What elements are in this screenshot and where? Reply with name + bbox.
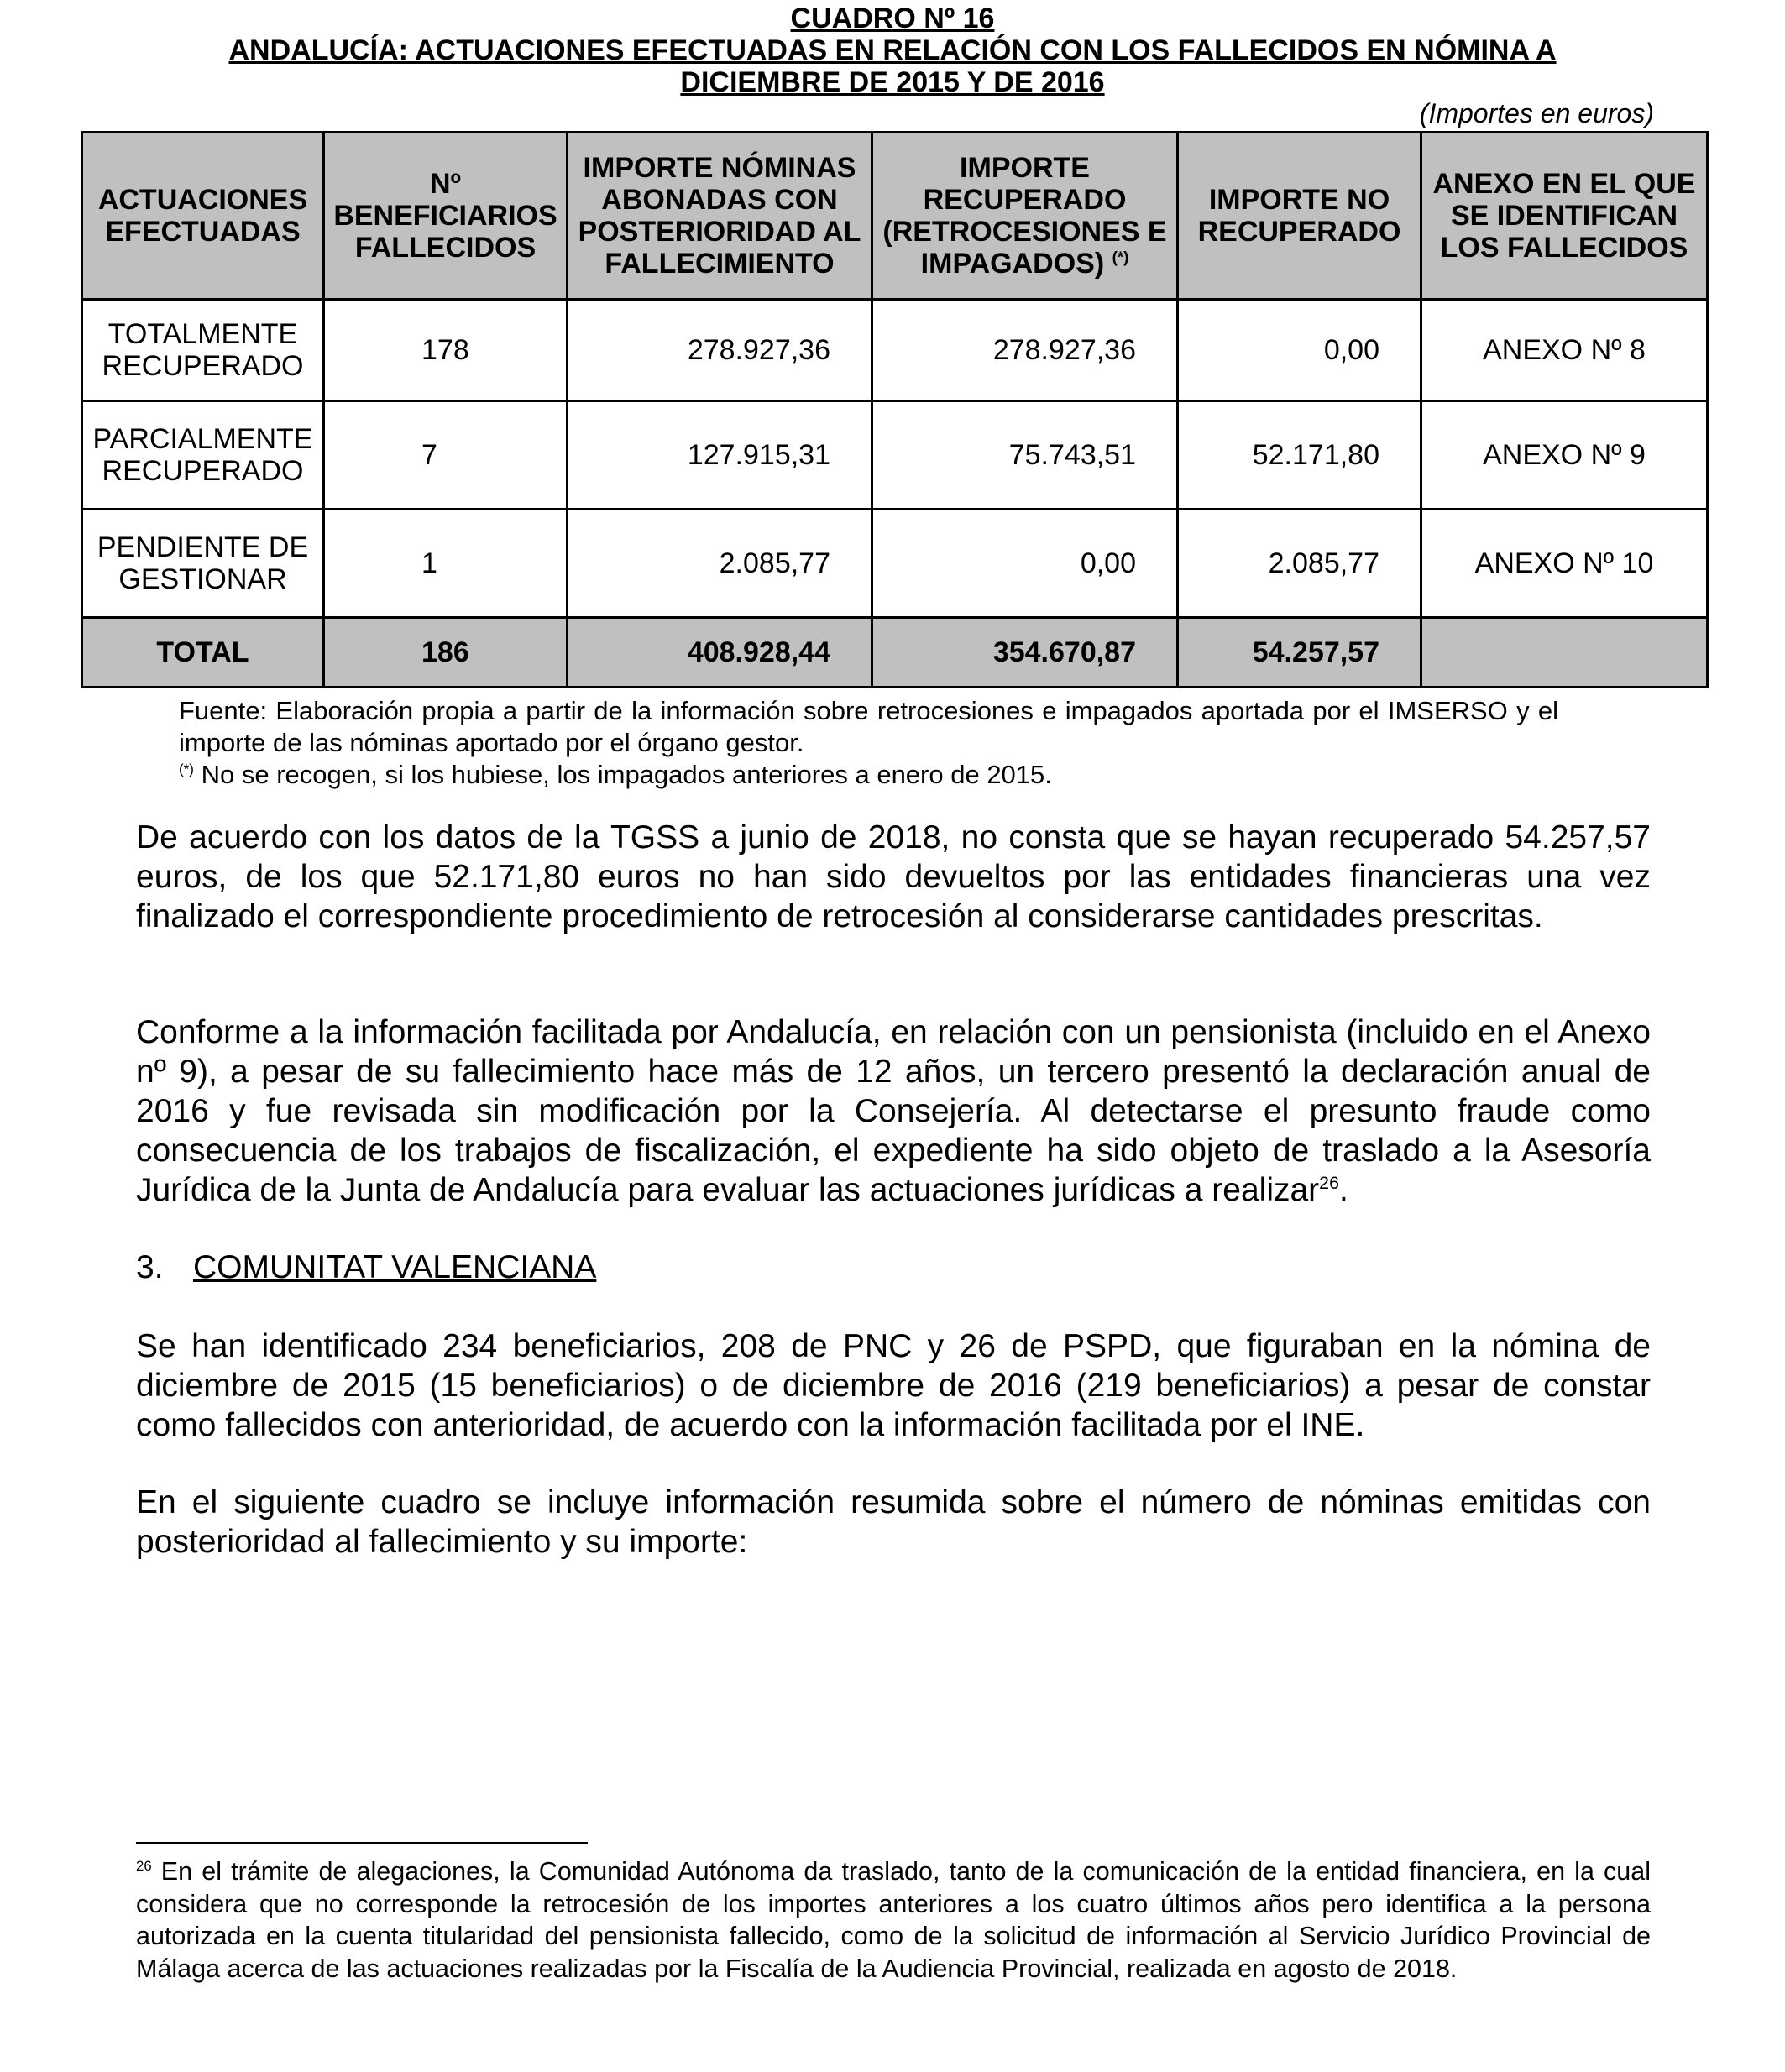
table-row — [82, 300, 1708, 401]
header-beneficiarios: Nº BENEFICIARIOS FALLECIDOS — [324, 133, 568, 300]
paragraph-4: En el siguiente cuadro se incluye información resumida sobre el número de nóminas emitidas con posterioridad al fallecimiento y su importe: — [136, 1484, 1651, 1560]
cell-anexo: ANEXO Nº 10 — [1421, 510, 1708, 618]
header-importe-recuperado-text: IMPORTE RECUPERADO (RETROCESIONES E IMPAGADOS) — [882, 152, 1167, 280]
total-beneficiarios: 186 — [324, 618, 568, 688]
cell-beneficiarios: 1 — [324, 510, 568, 618]
cell-importe-nominas: 127.915,31 — [568, 401, 872, 510]
cell-importe-no-recuperado: 52.171,80 — [1178, 401, 1421, 510]
header-importe-nominas: IMPORTE NÓMINAS ABONADAS CON POSTERIORIDAD AL FALLECIMIENTO — [568, 133, 872, 300]
table-title-line1 — [0, 34, 1785, 67]
table-number — [0, 2, 1785, 35]
cell-anexo: ANEXO Nº 8 — [1421, 300, 1708, 401]
asterisk-note-text: No se recogen, si los hubiese, los impagados anteriores a enero de 2015. — [193, 760, 1052, 789]
cell-beneficiarios: 7 — [324, 401, 568, 510]
row-label: PARCIALMENTE RECUPERADO — [82, 401, 324, 510]
total-importe-recuperado: 354.670,87 — [872, 618, 1178, 688]
footnote-26 — [136, 1855, 1651, 1985]
paragraph-3: Se han identificado 234 beneficiarios, 208 de PNC y 26 de PSPD, que figuraban en la nómina de diciembre de 2015 (15 beneficiarios) o de diciembre de 2016 (219 beneficiarios) a pesar de constar como fallecidos con anterioridad, de acuerdo con la información facilitada por el INE. — [136, 1328, 1651, 1443]
footnote-divider — [136, 1842, 588, 1844]
cell-importe-recuperado: 75.743,51 — [872, 401, 1178, 510]
table-number-text: CUADRO Nº 16 — [790, 3, 995, 34]
footnote-number: 26 — [136, 1857, 152, 1874]
cell-anexo: ANEXO Nº 9 — [1421, 401, 1708, 510]
units-note: (Importes en euros) — [1419, 98, 1654, 128]
paragraph-2-text: Conforme a la información facilitada por Andalucía, en relación con un pensionista (incluido en el Anexo nº 9), a pesar de su fallecimiento hace más de 12 años, un tercero presentó la declaración anual de 2016 y fue revisada sin modificación por la Consejería. Al detectarse el presunto fraude como consecuencia de los trabajos de fiscalización, el expediente ha sido objeto de traslado a la Asesoría Jurídica de la Junta de Andalucía para evaluar las actuaciones jurídicas a realizar — [136, 1014, 1651, 1208]
paragraph-2-end: . — [1339, 1172, 1348, 1208]
cell-importe-nominas: 278.927,36 — [568, 300, 872, 401]
asterisk-note-mark: (*) — [179, 761, 194, 777]
table-total-row — [82, 618, 1708, 688]
table-title-line2 — [0, 65, 1785, 99]
cell-importe-recuperado: 0,00 — [872, 510, 1178, 618]
header-actuaciones: ACTUACIONES EFECTUADAS — [82, 133, 324, 300]
cell-beneficiarios: 178 — [324, 300, 568, 401]
header-importe-recuperado — [872, 133, 1178, 300]
actuaciones-table — [81, 131, 1709, 688]
section-heading — [136, 1248, 596, 1287]
footnote-ref-26[interactable]: 26 — [1319, 1173, 1340, 1193]
cell-importe-no-recuperado: 0,00 — [1178, 300, 1421, 401]
total-importe-no-recuperado: 54.257,57 — [1178, 618, 1421, 688]
table-row — [82, 510, 1708, 618]
total-importe-nominas: 408.928,44 — [568, 618, 872, 688]
row-label: TOTALMENTE RECUPERADO — [82, 300, 324, 401]
table-title-line2-text: DICIEMBRE DE 2015 Y DE 2016 — [680, 66, 1105, 98]
source-note: Fuente: Elaboración propia a partir de la información sobre retrocesiones e impagados aportada por el IMSERSO y el importe de las nóminas aportado por el órgano gestor. — [179, 696, 1558, 757]
footnote-text: En el trámite de alegaciones, la Comunidad Autónoma da traslado, tanto de la comunicación de la entidad financiera, en la cual considera que no corresponde la retrocesión de los importes anteriores a los cuatro últimos años pero identifica a la persona autorizada en la cuenta titularidad del pensionista fallecido, como de la solicitud de información al Servicio Jurídico Provincial de Málaga acerca de las actuaciones realizadas por la Fiscalía de la Audiencia Provincial, realizada en agosto de 2018. — [136, 1857, 1651, 1983]
row-label: PENDIENTE DE GESTIONAR — [82, 510, 324, 618]
table-header-row — [82, 133, 1708, 300]
cell-importe-nominas: 2.085,77 — [568, 510, 872, 618]
section-title: COMUNITAT VALENCIANA — [193, 1249, 597, 1285]
asterisk-note — [179, 759, 1558, 791]
total-anexo — [1421, 618, 1708, 688]
header-anexo: ANEXO EN EL QUE SE IDENTIFICAN LOS FALLECIDOS — [1421, 133, 1708, 300]
paragraph-2 — [136, 1012, 1651, 1210]
header-importe-no-recuperado: IMPORTE NO RECUPERADO — [1178, 133, 1421, 300]
cell-importe-no-recuperado: 2.085,77 — [1178, 510, 1421, 618]
paragraph-1: De acuerdo con los datos de la TGSS a junio de 2018, no consta que se hayan recuperado 54.257,57 euros, de los que 52.171,80 euros no han sido devueltos por las entidades financieras una vez finalizado el correspondiente procedimiento de retrocesión al considerarse cantidades prescritas. — [136, 819, 1651, 934]
section-number: 3. — [136, 1249, 164, 1285]
cell-importe-recuperado: 278.927,36 — [872, 300, 1178, 401]
table-title-line1-text: ANDALUCÍA: ACTUACIONES EFECTUADAS EN RELACIÓN CON LOS FALLECIDOS EN NÓMINA A — [228, 34, 1557, 66]
header-asterisk-mark: (*) — [1112, 248, 1129, 266]
table-row — [82, 401, 1708, 510]
total-label: TOTAL — [82, 618, 324, 688]
